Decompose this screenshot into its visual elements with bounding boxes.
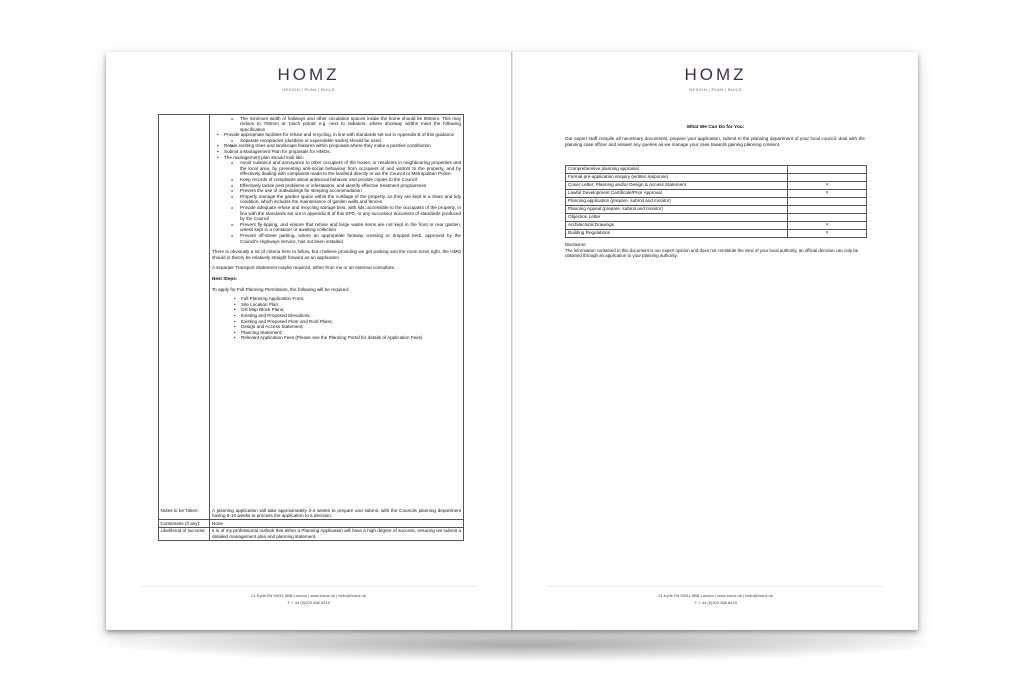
homz-logo: HOMZ	[684, 65, 747, 84]
service-row	[566, 197, 866, 205]
brand-tagline: DESIGN | PLAN | BUILD	[689, 87, 742, 92]
table-row	[159, 115, 463, 507]
service-name: Planning application (prepare, submit and monitor)	[566, 198, 788, 205]
label-cell	[159, 115, 210, 507]
criteria-bullet: • The management plan should look like:	[220, 155, 461, 161]
service-name: Lawful Development Certificate/Prior Approval	[566, 190, 788, 197]
service-included	[788, 206, 866, 213]
criteria-bullet: • Provide appropriate facilities for refuse and recycling, in line with standards set out in Appendix B of this guidance	[220, 132, 461, 138]
criteria-subitem: o Prevent fly-tipping, and ensure that refuse and large waste items are not kept in the front or rear garden, unless kept in a container or awaiting collection	[220, 222, 461, 233]
criteria-subitem: o Properly manage the garden space within the curtilage of the property, so they are kept in a clean and tidy condition, which includes the maintenance of garden walls and fences	[220, 194, 461, 205]
criteria-subitem: o Provide adequate refuse and recycling storage bins, with lids, accessible to the occupants of the property, in line with the standards set out in appendix B of this SPD, or any successor document of standards produced by the Council	[220, 205, 461, 222]
row-value: A planning application will take approximately 3-4 weeks to prepare and submit, with the Councils planning department having 8-10 weeks to process the application to a decision.	[212, 507, 461, 519]
service-included: Y	[825, 190, 829, 195]
service-row	[566, 189, 866, 197]
service-included	[788, 198, 866, 205]
row-value: It is of my professional outlook that either a Planning Application will have a high degree of success, ensuring we submit a detailed management plan and planning statement.	[212, 528, 461, 539]
page-footer	[513, 586, 918, 606]
disclaimer-heading: Disclaimer:	[565, 242, 587, 247]
criteria-subitem: o Prevent off-street parking, where an appropriate footway crossing or dropped kerb, approved by the Council's Highways service, has not been installed	[220, 233, 461, 244]
service-row	[566, 181, 866, 189]
document-spread	[106, 52, 918, 630]
services-table	[565, 165, 867, 238]
transport-text: A separate Transport Statement maybe required, either from me or an external consultant.	[212, 265, 396, 271]
service-name: Objection Letter	[566, 214, 788, 221]
criteria-subitem: o Effectively tackle pest problems or infestations, and identify effective treatment programmes	[220, 183, 461, 189]
service-name: Building Regulations	[566, 230, 788, 237]
criteria-subitem: o The minimum width of hallways and other circulation spaces inside the home should be 900mm. This may reduce to 750mm at 'pinch points' e.g. next to radiators, where doorway widths meet the following specification	[220, 116, 461, 133]
required-documents-list	[212, 296, 461, 341]
criteria-subitem: o Separate receptacles (dustbins or expendable sacks) should be used.	[220, 138, 461, 144]
brand-header	[106, 66, 511, 92]
criteria-subitem: o Keep records of complaints about antisocial behavior and provide copies to the Council	[220, 177, 461, 183]
table-row	[159, 527, 463, 540]
row-label: Notes to be Taken:	[159, 507, 210, 519]
document-item: • Relevant Application Fees (Please see the Planning Portal for details of Application Fees)	[236, 335, 461, 341]
service-name: Planning Appeal (prepare, submit and monitor)	[566, 206, 788, 213]
footer-phone: T: + 44 (0)203 488 8415	[694, 599, 737, 605]
service-row	[566, 213, 866, 221]
service-row	[566, 166, 866, 173]
service-included	[788, 166, 866, 173]
document-item: • OS Map Block Plans;	[236, 307, 461, 313]
service-included: Y	[825, 222, 829, 227]
brand-tagline: DESIGN | PLAN | BUILD	[282, 87, 335, 92]
service-row	[566, 173, 866, 181]
row-label: Likelihood of success:	[159, 528, 210, 540]
disclaimer-text: The information contained in this document is our expert opinion and does not constitute the view of your local authority, an official decision can only be obtained through an application to your planning authority.	[565, 247, 859, 259]
next-steps-intro: To apply for Full Planning Permission, the following will be required:	[212, 286, 350, 292]
page-footer	[106, 586, 511, 606]
service-included: Y	[825, 230, 829, 235]
document-item: • Planning Statement;	[236, 330, 461, 336]
table-row	[159, 519, 463, 527]
footer-divider	[141, 586, 476, 587]
footer-address: 21 Kyrle Rd SW11 6BB London | www.homz.uk | hello@homz.uk	[251, 593, 366, 598]
next-steps-heading: Next Steps:	[212, 275, 238, 281]
homz-logo: HOMZ	[277, 65, 340, 84]
services-intro: Our expert staff compile all necessary documents, prepare your application, submit to the planning department of your local council, deal with the planning case officer and answer any queries as we manage your case towards gaining planning consent.	[565, 136, 865, 147]
criteria-cell	[210, 115, 463, 507]
document-item: • Design and Access Statement;	[236, 324, 461, 330]
service-name: Formal pre-application enquiry (written response)	[566, 174, 788, 181]
page-shadow	[118, 628, 928, 662]
document-item: • Site Location Plan;	[236, 302, 461, 308]
service-included	[788, 214, 866, 221]
service-name: Architectural Drawings	[566, 222, 788, 229]
service-row	[566, 229, 866, 237]
right-page	[513, 52, 918, 630]
criteria-subitem: o Prevent the use of outbuildings for sleeping accommodation	[220, 188, 461, 194]
services-heading: What We Can Do for You:	[686, 125, 745, 130]
service-included	[788, 174, 866, 181]
service-name: Cover Letter; Planning and/or Design & Access Statement	[566, 182, 788, 189]
service-row	[566, 205, 866, 213]
table-row	[159, 507, 463, 519]
criteria-subitem: o Avoid nuisance and annoyance to other occupiers of the house, or residents in neighbouring properties and the local area, by preventing anti-social behaviour from occupiers of and visitors to the property, and by effectively dealing with complaints made to the landlord directly or via the Council or Metropolitan Police.	[220, 160, 461, 177]
criteria-bullet: • Submit a Management Plan for proposals for HMOs.	[220, 149, 461, 155]
service-name: Comprehensive planning appraisal	[566, 166, 788, 173]
service-row	[566, 221, 866, 229]
footer-divider	[548, 586, 883, 587]
document-item: • Existing and Proposed Elevations;	[236, 313, 461, 319]
criteria-list	[212, 116, 461, 245]
disclaimer	[565, 242, 865, 259]
service-included: Y	[825, 182, 829, 187]
brand-header	[513, 66, 918, 92]
document-item: • Existing and Proposed Floor and Roof Plans;	[236, 319, 461, 325]
row-label: Constraints (if any):	[159, 520, 210, 527]
left-page	[106, 52, 511, 630]
summary-text: There is obviously a lot of criteria here to follow, but I believe providing we get parking and the room sizes right, the HMO should in theory be relatively straight forward as an application.	[212, 249, 461, 260]
row-value: None	[212, 520, 223, 526]
criteria-bullet: • Retain existing trees and landscape features within proposals where they make a positive contribution	[220, 143, 461, 149]
footer-phone: T: + 44 (0)203 488 8415	[287, 599, 330, 605]
footer-address: 21 Kyrle Rd SW11 6BB London | www.homz.uk | hello@homz.uk	[658, 593, 773, 598]
appraisal-table	[158, 114, 464, 541]
document-item: • Full Planning Application Form;	[236, 296, 461, 302]
